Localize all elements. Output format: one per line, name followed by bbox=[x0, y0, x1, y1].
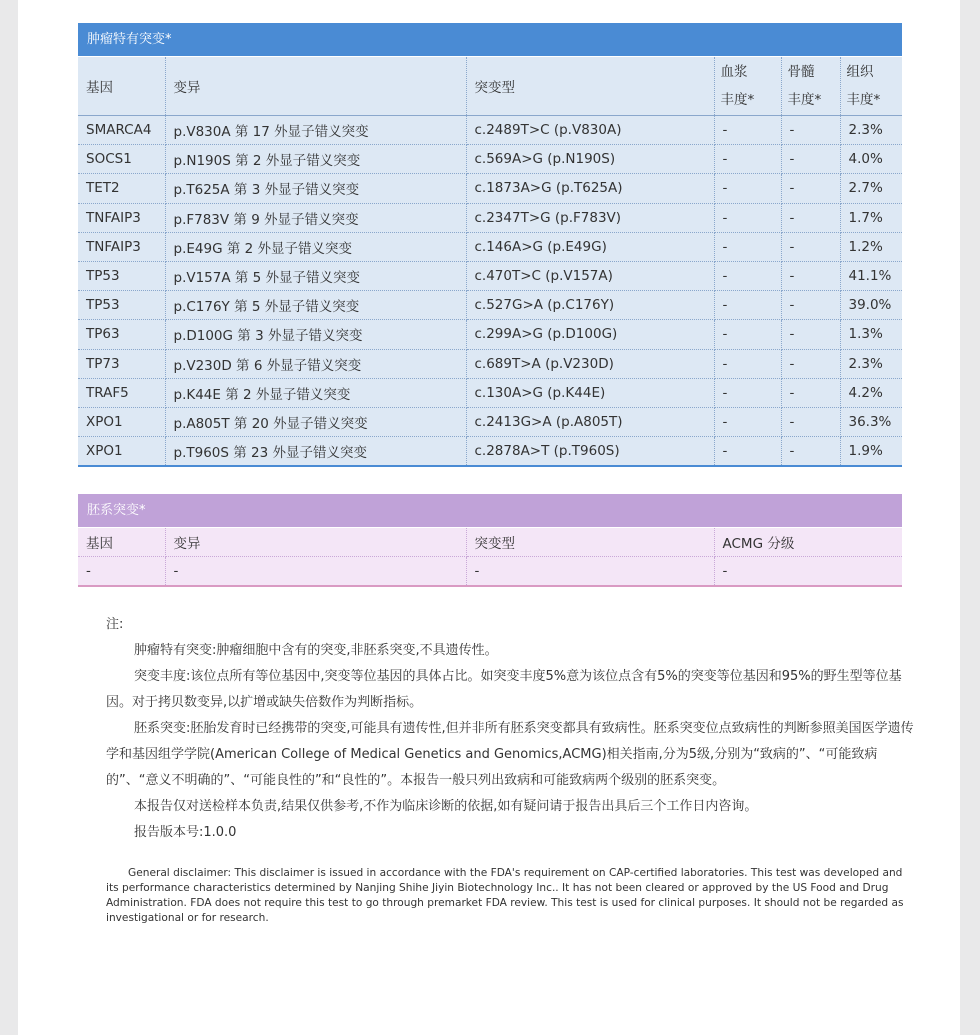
table-cell: 1.7% bbox=[840, 203, 902, 232]
table-cell: c.1873A>G (p.T625A) bbox=[466, 174, 714, 203]
table-cell: - bbox=[466, 557, 714, 587]
table-cell: - bbox=[714, 349, 781, 378]
table-cell: 39.0% bbox=[840, 291, 902, 320]
table-cell: c.689T>A (p.V230D) bbox=[466, 349, 714, 378]
table-cell: SOCS1 bbox=[78, 145, 165, 174]
table-cell: - bbox=[781, 437, 840, 467]
table-cell: - bbox=[714, 437, 781, 467]
table-row bbox=[78, 378, 902, 407]
table-cell: 1.2% bbox=[840, 232, 902, 261]
table-cell: - bbox=[714, 232, 781, 261]
header-variant: 变异 bbox=[165, 528, 466, 557]
table-cell: TET2 bbox=[78, 174, 165, 203]
table-cell: - bbox=[781, 378, 840, 407]
table-cell: c.299A>G (p.D100G) bbox=[466, 320, 714, 349]
table-cell: TNFAIP3 bbox=[78, 203, 165, 232]
table-cell: 2.3% bbox=[840, 349, 902, 378]
table-cell: - bbox=[714, 145, 781, 174]
header-mutation: 突变型 bbox=[466, 528, 714, 557]
table-row bbox=[78, 145, 902, 174]
table-cell: c.470T>C (p.V157A) bbox=[466, 261, 714, 290]
table-cell: p.T625A 第 3 外显子错义突变 bbox=[165, 174, 466, 203]
table-cell: 2.3% bbox=[840, 116, 902, 145]
table-cell: - bbox=[714, 557, 902, 587]
table-cell: p.F783V 第 9 外显子错义突变 bbox=[165, 203, 466, 232]
note-version: 报告版本号:1.0.0 bbox=[134, 825, 237, 840]
table-cell: c.527G>A (p.C176Y) bbox=[466, 291, 714, 320]
table-cell: - bbox=[714, 291, 781, 320]
table-cell: TRAF5 bbox=[78, 378, 165, 407]
table-cell: 4.0% bbox=[840, 145, 902, 174]
table-cell: - bbox=[714, 378, 781, 407]
table-cell: p.V230D 第 6 外显子错义突变 bbox=[165, 349, 466, 378]
table-row bbox=[78, 407, 902, 436]
table-cell: c.130A>G (p.K44E) bbox=[466, 378, 714, 407]
table-row bbox=[78, 291, 902, 320]
note-abundance: 突变丰度:该位点所有等位基因中,突变等位基因的具体占比。如突变丰度5%意为该位点含有5%的突变等位基因和95%的野生型等位基因。对于拷贝数变异,以扩增或缺失倍数作为判断指标。 bbox=[106, 669, 902, 710]
table-row bbox=[78, 232, 902, 261]
table-cell: c.569A>G (p.N190S) bbox=[466, 145, 714, 174]
notes-section bbox=[106, 612, 918, 846]
table-cell: c.2413G>A (p.A805T) bbox=[466, 407, 714, 436]
table-row bbox=[78, 261, 902, 290]
table-cell: p.T960S 第 23 外显子错义突变 bbox=[165, 437, 466, 467]
table-cell: - bbox=[781, 261, 840, 290]
table-row bbox=[78, 203, 902, 232]
table-cell: - bbox=[781, 203, 840, 232]
table-cell: TP73 bbox=[78, 349, 165, 378]
table-cell: 4.2% bbox=[840, 378, 902, 407]
table-cell: TP53 bbox=[78, 291, 165, 320]
table-row bbox=[78, 320, 902, 349]
table-cell: 2.7% bbox=[840, 174, 902, 203]
table-cell: c.2878A>T (p.T960S) bbox=[466, 437, 714, 467]
report-page bbox=[18, 0, 960, 1035]
somatic-mutation-table bbox=[78, 57, 902, 467]
table-cell: p.C176Y 第 5 外显子错义突变 bbox=[165, 291, 466, 320]
header-acmg: ACMG 分级 bbox=[714, 528, 902, 557]
note-somatic: 肿瘤特有突变:肿瘤细胞中含有的突变,非胚系突变,不具遗传性。 bbox=[134, 643, 498, 658]
table-cell: TNFAIP3 bbox=[78, 232, 165, 261]
header-gene: 基因 bbox=[78, 57, 165, 116]
table-cell: - bbox=[714, 174, 781, 203]
table-cell: - bbox=[781, 174, 840, 203]
header-tissue-abundance: 组织 丰度* bbox=[840, 57, 902, 116]
germline-mutation-table bbox=[78, 528, 902, 587]
table-cell: p.E49G 第 2 外显子错义突变 bbox=[165, 232, 466, 261]
table-cell: p.K44E 第 2 外显子错义突变 bbox=[165, 378, 466, 407]
somatic-section-title: 肿瘤特有突变* bbox=[78, 23, 902, 56]
table-cell: c.2489T>C (p.V830A) bbox=[466, 116, 714, 145]
table-cell: - bbox=[714, 116, 781, 145]
table-header-row bbox=[78, 57, 902, 116]
table-cell: XPO1 bbox=[78, 437, 165, 467]
header-gene: 基因 bbox=[78, 528, 165, 557]
header-mutation: 突变型 bbox=[466, 57, 714, 116]
table-cell: - bbox=[781, 291, 840, 320]
table-cell: p.A805T 第 20 外显子错义突变 bbox=[165, 407, 466, 436]
table-row bbox=[78, 116, 902, 145]
header-plasma-abundance: 血浆 丰度* bbox=[714, 57, 781, 116]
table-cell: - bbox=[781, 232, 840, 261]
table-cell: TP63 bbox=[78, 320, 165, 349]
general-disclaimer: General disclaimer: This disclaimer is issued in accordance with the FDA's requirement on CAP-certified laboratories. This test was developed and its performance characteristics determined by Nanjing Shihe Jiyin Biotechnology Inc.. It has not been cleared or approved by the US Food and Drug Administration. FDA does not require this test to go through premarket FDA review. This test is used for clinical purposes. It should not be regarded as investigational or for research. bbox=[106, 867, 904, 924]
table-cell: c.2347T>G (p.F783V) bbox=[466, 203, 714, 232]
table-cell: TP53 bbox=[78, 261, 165, 290]
table-row bbox=[78, 437, 902, 467]
table-cell: - bbox=[781, 320, 840, 349]
table-cell: - bbox=[781, 116, 840, 145]
table-cell: c.146A>G (p.E49G) bbox=[466, 232, 714, 261]
note-germline: 胚系突变:胚胎发育时已经携带的突变,可能具有遗传性,但并非所有胚系突变都具有致病性。胚系突变位点致病性的判断参照美国医学遗传学和基因组学学院(American College of Medical Genetics and Genomics,ACMG)相关指南,分为5级,分别为“致病的”、“可能致病的”、“意义不明确的”、“可能良性的”和“良性的”。本报告一般只列出致病和可能致病两个级别的胚系突变。 bbox=[106, 721, 914, 788]
table-cell: - bbox=[165, 557, 466, 587]
table-cell: 41.1% bbox=[840, 261, 902, 290]
note-responsibility: 本报告仅对送检样本负责,结果仅供参考,不作为临床诊断的依据,如有疑问请于报告出具后三个工作日内咨询。 bbox=[134, 799, 758, 814]
table-cell: p.V830A 第 17 外显子错义突变 bbox=[165, 116, 466, 145]
header-variant: 变异 bbox=[165, 57, 466, 116]
table-cell: - bbox=[78, 557, 165, 587]
table-cell: - bbox=[714, 320, 781, 349]
table-cell: p.V157A 第 5 外显子错义突变 bbox=[165, 261, 466, 290]
table-row bbox=[78, 349, 902, 378]
header-marrow-abundance: 骨髓 丰度* bbox=[781, 57, 840, 116]
table-row bbox=[78, 174, 902, 203]
table-cell: - bbox=[781, 145, 840, 174]
table-header-row bbox=[78, 528, 902, 557]
notes-label: 注: bbox=[106, 617, 124, 632]
table-cell: SMARCA4 bbox=[78, 116, 165, 145]
table-cell: 1.3% bbox=[840, 320, 902, 349]
table-cell: - bbox=[714, 407, 781, 436]
table-cell: - bbox=[714, 203, 781, 232]
table-row bbox=[78, 557, 902, 587]
table-cell: 36.3% bbox=[840, 407, 902, 436]
table-cell: - bbox=[714, 261, 781, 290]
table-cell: - bbox=[781, 407, 840, 436]
germline-section-title: 胚系突变* bbox=[78, 494, 902, 527]
table-cell: - bbox=[781, 349, 840, 378]
table-cell: 1.9% bbox=[840, 437, 902, 467]
table-cell: XPO1 bbox=[78, 407, 165, 436]
table-cell: p.N190S 第 2 外显子错义突变 bbox=[165, 145, 466, 174]
table-cell: p.D100G 第 3 外显子错义突变 bbox=[165, 320, 466, 349]
